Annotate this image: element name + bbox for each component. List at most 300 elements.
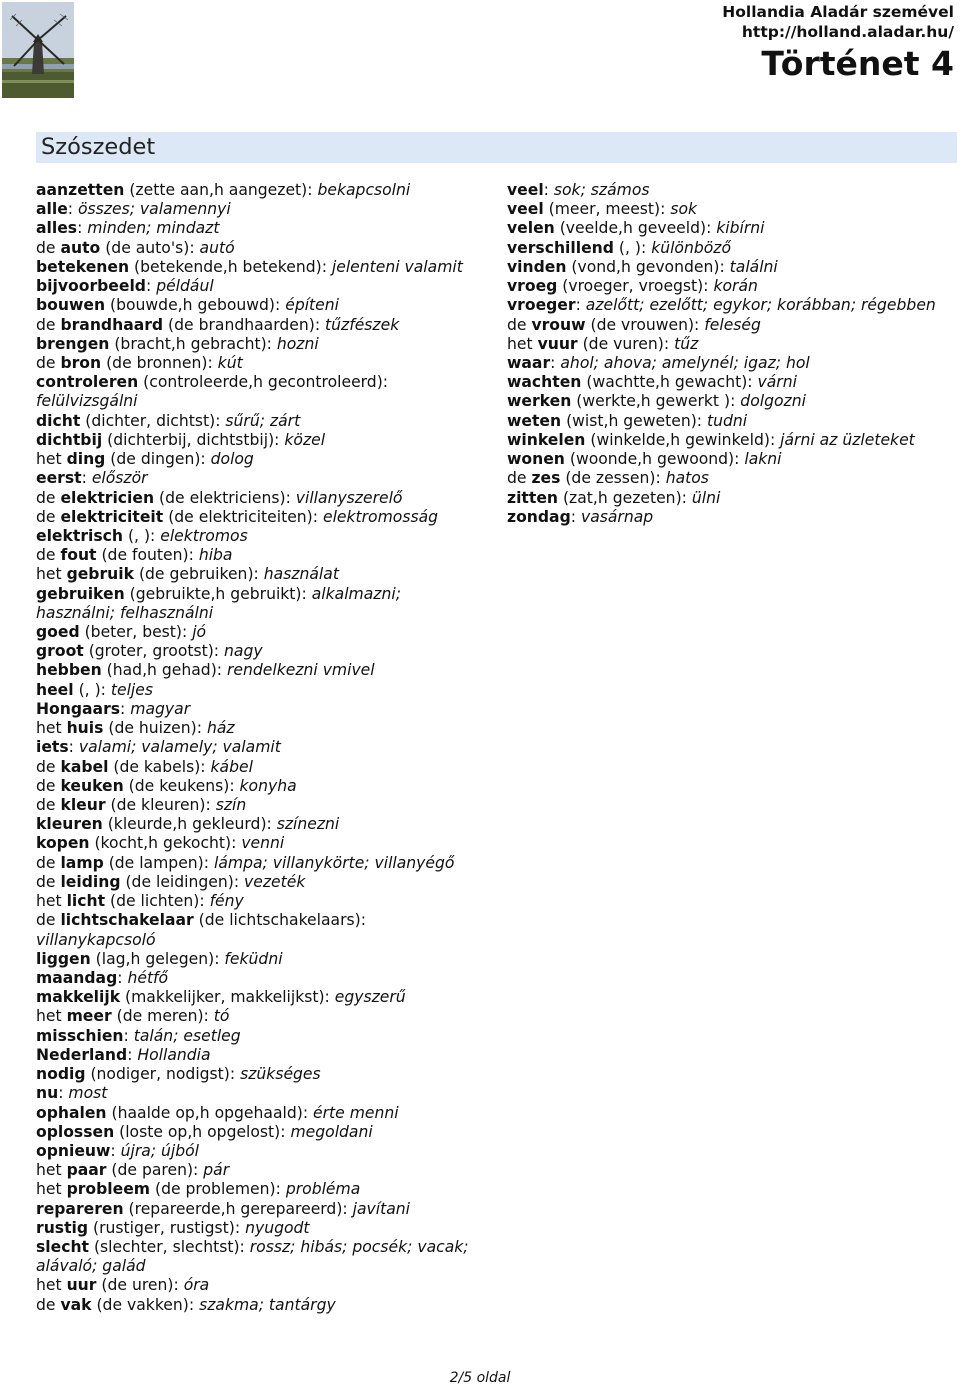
entry-article: de: [36, 911, 61, 930]
entry-forms: (vroeger, vroegst):: [557, 277, 714, 296]
vocabulary-entry: [507, 431, 947, 450]
entry-forms: (slechter, slechtst):: [89, 1238, 250, 1257]
entry-word: vrouw: [531, 315, 586, 334]
vocabulary-entry: [36, 719, 478, 738]
vocabulary-entry: [36, 469, 478, 488]
entry-meaning: talán; esetleg: [133, 1026, 241, 1045]
entry-meaning: bekapcsolni: [317, 181, 411, 199]
entry-forms: (nodiger, nodigst):: [85, 1065, 241, 1084]
entry-forms: (de vuren):: [577, 334, 675, 353]
vocabulary-entry: [36, 661, 478, 680]
entry-meaning: dolgozni: [740, 392, 806, 411]
vocabulary-entry: [507, 219, 947, 238]
entry-word: lichtschakelaar: [60, 911, 194, 930]
entry-article: de: [36, 238, 61, 257]
entry-article: de: [36, 488, 61, 507]
entry-meaning: színezni: [276, 815, 340, 834]
entry-word: waar: [507, 353, 551, 372]
entry-forms: (de vrouwen):: [585, 315, 705, 334]
vocabulary-entry: [36, 950, 478, 969]
vocabulary-column-left: [36, 181, 478, 1315]
entry-meaning: sok; számos: [553, 181, 650, 199]
entry-meaning: feküdni: [224, 949, 283, 968]
entry-word: vroeg: [507, 277, 558, 296]
entry-forms: (de zessen):: [560, 469, 666, 488]
vocabulary-entry: [36, 489, 478, 508]
entry-article: het: [36, 1161, 67, 1180]
vocabulary-entry: [36, 354, 478, 373]
entry-meaning: óra: [183, 1276, 210, 1295]
entry-word: wachten: [507, 373, 582, 392]
entry-forms: (, ):: [122, 526, 161, 545]
vocabulary-entry: [36, 834, 478, 853]
entry-forms: (wachtte,h gewacht):: [581, 373, 758, 392]
entry-forms: (dichterbij, dichtstbij):: [102, 430, 285, 449]
entry-meaning: lakni: [744, 450, 782, 469]
vocabulary-entry: [36, 316, 478, 335]
entry-meaning: hiba: [198, 546, 233, 565]
vocabulary-entry: [36, 1046, 478, 1065]
vocabulary-entry: [507, 181, 947, 200]
entry-meaning: összes; valamennyi: [78, 200, 231, 219]
vocabulary-entry: [36, 738, 478, 757]
entry-meaning: ház: [206, 719, 235, 738]
entry-forms: (de bronnen):: [101, 353, 218, 372]
entry-forms: (kleurde,h gekleurd):: [102, 815, 277, 834]
entry-meaning: feleség: [704, 315, 761, 334]
entry-meaning: ülni: [691, 488, 721, 507]
vocabulary-entry: [507, 296, 947, 315]
entry-meaning: közel: [284, 430, 326, 449]
entry-forms: (de fouten):: [96, 546, 199, 565]
entry-word: wonen: [507, 450, 565, 469]
entry-meaning: tó: [213, 1007, 230, 1026]
entry-word: vuur: [537, 334, 578, 353]
entry-meaning: villanykapcsoló: [36, 930, 156, 949]
entry-forms: :: [127, 1045, 138, 1064]
vocabulary-entry: [36, 412, 478, 431]
entry-word: maandag: [36, 968, 118, 987]
vocabulary-entry: [36, 1123, 478, 1142]
entry-meaning: korán: [713, 277, 758, 296]
entry-meaning: pár: [203, 1161, 230, 1180]
entry-meaning: tudni: [707, 411, 748, 430]
entry-word: gebruik: [66, 565, 134, 584]
entry-meaning: valami; valamely; valamit: [78, 738, 281, 757]
entry-forms: (betekende,h betekend):: [129, 257, 332, 276]
entry-word: elektrisch: [36, 526, 123, 545]
entry-forms: (lag,h gelegen):: [90, 949, 225, 968]
entry-meaning: járni az üzleteket: [780, 430, 915, 449]
windmill-icon: [2, 2, 74, 98]
entry-word: eerst: [36, 469, 82, 488]
entry-meaning: szín: [215, 796, 247, 814]
vocabulary-entry: [36, 296, 478, 315]
vocabulary-entry: [507, 258, 947, 277]
entry-word: hebben: [36, 661, 102, 680]
entry-article: de: [507, 469, 532, 488]
vocabulary-entry: [36, 1200, 478, 1219]
entry-word: kopen: [36, 834, 90, 853]
vocabulary-entry: [507, 489, 947, 508]
vocabulary-entry: [36, 988, 478, 1007]
entry-word: opnieuw: [36, 1141, 111, 1160]
entry-word: alles: [36, 219, 78, 238]
entry-meaning: építeni: [285, 296, 339, 315]
entry-forms: (meer, meest):: [543, 200, 671, 219]
vocabulary-entry: [507, 412, 947, 431]
vocabulary-entry: [36, 1238, 478, 1276]
entry-forms: (de lichtschakelaars):: [193, 911, 366, 930]
entry-meaning: magyar: [130, 699, 191, 718]
entry-word: kleur: [60, 796, 106, 814]
entry-meaning: kút: [217, 353, 243, 372]
entry-word: nu: [36, 1084, 59, 1103]
entry-word: dicht: [36, 411, 81, 430]
vocabulary-entry: [36, 450, 478, 469]
entry-word: iets: [36, 738, 69, 757]
entry-meaning: találni: [729, 257, 778, 276]
entry-meaning: konyha: [239, 776, 297, 795]
entry-word: veel: [507, 181, 544, 199]
entry-forms: (, ):: [73, 680, 111, 699]
entry-meaning: most: [68, 1084, 108, 1103]
entry-word: vroeger: [507, 296, 576, 315]
vocabulary-entry: [507, 450, 947, 469]
vocabulary-entry: [36, 585, 478, 623]
entry-forms: (de gebruiken):: [133, 565, 264, 584]
vocabulary-entry: [36, 623, 478, 642]
entry-word: keuken: [60, 776, 124, 795]
entry-forms: :: [550, 353, 561, 372]
entry-forms: (, ):: [613, 238, 652, 257]
entry-forms: (woonde,h gewoond):: [564, 450, 745, 469]
vocabulary-entry: [36, 335, 478, 354]
entry-word: dichtbij: [36, 430, 103, 449]
vocabulary-entry: [507, 508, 947, 527]
entry-word: verschillend: [507, 238, 614, 257]
entry-word: licht: [66, 892, 106, 911]
entry-word: aanzetten: [36, 181, 125, 199]
entry-word: kleuren: [36, 815, 103, 834]
windmill-logo: [2, 2, 74, 98]
vocabulary-entry: [36, 700, 478, 719]
entry-forms: (zette aan,h aangezet):: [124, 181, 318, 199]
vocabulary-entry: [36, 1219, 478, 1238]
entry-meaning: egyszerű: [334, 988, 406, 1007]
entry-word: bron: [60, 353, 102, 372]
entry-meaning: teljes: [110, 680, 153, 699]
entry-meaning: rendelkezni vmivel: [227, 661, 375, 680]
entry-word: betekenen: [36, 257, 130, 276]
entry-meaning: tűz: [674, 334, 699, 353]
entry-forms: (gebruikte,h gebruikt):: [124, 584, 312, 603]
entry-meaning: villanyszerelő: [295, 488, 403, 507]
vocabulary-entry: [36, 911, 478, 949]
entry-forms: (controleerde,h gecontroleerd):: [138, 373, 389, 392]
site-url[interactable]: http://holland.aladar.hu/: [741, 23, 954, 41]
entry-word: bijvoorbeeld: [36, 277, 146, 296]
vocabulary-entry: [36, 200, 478, 219]
vocabulary-entry: [36, 642, 478, 661]
vocabulary-entry: [507, 277, 947, 296]
vocabulary-entry: [507, 392, 947, 411]
entry-forms: (de uren):: [96, 1276, 184, 1295]
entry-article: de: [507, 315, 532, 334]
vocabulary-entry: [36, 1027, 478, 1046]
entry-word: probleem: [66, 1180, 151, 1199]
entry-forms: :: [81, 469, 92, 488]
entry-forms: :: [120, 699, 131, 718]
vocabulary-entry: [36, 431, 478, 450]
entry-forms: :: [67, 200, 79, 219]
entry-forms: (makkelijker, makkelijkst):: [120, 988, 335, 1007]
entry-word: goed: [36, 623, 80, 642]
entry-meaning: venni: [241, 834, 285, 853]
entry-meaning: jelenteni valamit: [331, 257, 463, 276]
entry-word: winkelen: [507, 430, 586, 449]
entry-meaning: például: [156, 277, 214, 296]
entry-meaning: minden; mindazt: [87, 219, 220, 238]
entry-word: auto: [60, 238, 101, 257]
vocabulary-entry: [36, 239, 478, 258]
vocabulary-entry: [36, 796, 478, 815]
entry-meaning: hétfő: [127, 968, 169, 987]
entry-forms: :: [117, 968, 128, 987]
entry-meaning: kábel: [210, 757, 253, 776]
entry-meaning: elektromos: [160, 526, 248, 545]
entry-word: controleren: [36, 373, 139, 392]
entry-word: zes: [531, 469, 561, 488]
vocabulary-column-right: [507, 181, 947, 527]
entry-article: het: [36, 1276, 67, 1295]
entry-article: het: [36, 1180, 67, 1199]
vocabulary-entry: [36, 546, 478, 565]
entry-word: nodig: [36, 1065, 86, 1084]
vocabulary-entry: [507, 354, 947, 373]
entry-forms: (dichter, dichtst):: [80, 411, 226, 430]
entry-word: gebruiken: [36, 584, 125, 603]
entry-word: makkelijk: [36, 988, 121, 1007]
vocabulary-entry: [36, 854, 478, 873]
entry-meaning: nagy: [224, 642, 263, 661]
entry-meaning: alkalmazni; használni; felhasználni: [36, 584, 401, 622]
entry-word: misschien: [36, 1026, 124, 1045]
entry-forms: (groter, grootst):: [83, 642, 225, 661]
entry-word: repareren: [36, 1199, 124, 1218]
entry-meaning: ahol; ahova; amelynél; igaz; hol: [560, 353, 810, 372]
entry-meaning: jó: [192, 623, 207, 642]
entry-forms: (bracht,h gebracht):: [109, 334, 277, 353]
entry-word: groot: [36, 642, 84, 661]
entry-forms: (de keukens):: [123, 776, 240, 795]
entry-word: vak: [60, 1295, 92, 1314]
entry-forms: (loste op,h opgelost):: [114, 1122, 291, 1141]
entry-word: alle: [36, 200, 68, 219]
entry-forms: (de vakken):: [91, 1295, 200, 1314]
site-title: Hollandia Aladár szemével: [722, 3, 954, 21]
entry-word: paar: [66, 1161, 107, 1180]
entry-forms: (bouwde,h gebouwd):: [105, 296, 286, 315]
entry-article: de: [36, 853, 61, 872]
entry-word: velen: [507, 219, 555, 238]
entry-forms: (de lampen):: [103, 853, 214, 872]
entry-meaning: tűzfészek: [325, 315, 400, 334]
vocabulary-entry: [36, 892, 478, 911]
entry-meaning: hatos: [665, 469, 709, 488]
entry-meaning: kibírni: [716, 219, 765, 238]
entry-forms: :: [77, 219, 88, 238]
vocabulary-entry: [507, 200, 947, 219]
vocabulary-entry: [36, 1084, 478, 1103]
vocabulary-entry: [36, 527, 478, 546]
vocabulary-entry: [36, 565, 478, 584]
entry-meaning: megoldani: [290, 1122, 373, 1141]
vocabulary-entry: [36, 873, 478, 892]
entry-article: het: [36, 1007, 67, 1026]
entry-forms: (beter, best):: [79, 623, 193, 642]
entry-forms: (repareerde,h gerepareerd):: [123, 1199, 353, 1218]
vocabulary-entry: [507, 239, 947, 258]
entry-article: het: [507, 334, 538, 353]
entry-word: elektriciteit: [60, 507, 164, 526]
entry-forms: (werkte,h gewerkt ):: [571, 392, 741, 411]
entry-forms: (de problemen):: [150, 1180, 286, 1199]
vocabulary-entry: [36, 277, 478, 296]
entry-word: brengen: [36, 334, 110, 353]
entry-meaning: elektromosság: [322, 507, 439, 526]
entry-forms: (de meren):: [111, 1007, 214, 1026]
vocabulary-entry: [507, 469, 947, 488]
entry-forms: (de paren):: [106, 1161, 204, 1180]
entry-forms: (zat,h gezeten):: [558, 488, 692, 507]
entry-forms: (de huizen):: [103, 719, 207, 738]
entry-article: de: [36, 353, 61, 372]
entry-forms: (de kabels):: [108, 757, 211, 776]
entry-article: het: [36, 719, 67, 738]
entry-meaning: fény: [209, 892, 244, 911]
entry-word: ding: [66, 450, 106, 469]
vocabulary-entry: [36, 1296, 478, 1315]
entry-forms: (de leidingen):: [120, 872, 245, 891]
entry-word: bouwen: [36, 296, 106, 315]
entry-article: het: [36, 892, 67, 911]
entry-article: de: [36, 507, 61, 526]
entry-word: brandhaard: [60, 315, 164, 334]
entry-word: Hongaars: [36, 699, 121, 718]
entry-word: rustig: [36, 1218, 89, 1237]
vocabulary-entry: [507, 373, 947, 392]
section-header: [36, 132, 957, 163]
entry-article: de: [36, 796, 61, 814]
entry-meaning: lámpa; villanykörte; villanyégő: [213, 853, 455, 872]
entry-article: de: [36, 776, 61, 795]
entry-word: huis: [66, 719, 104, 738]
entry-word: veel: [507, 200, 544, 219]
entry-article: de: [36, 315, 61, 334]
page-number: 2/5 oldal: [449, 1370, 511, 1386]
entry-meaning: javítani: [352, 1199, 410, 1218]
section-title: Szószedet: [41, 134, 156, 160]
entry-forms: :: [570, 507, 581, 526]
entry-meaning: Hollandia: [137, 1045, 211, 1064]
vocabulary-entry: [36, 777, 478, 796]
entry-article: de: [36, 757, 61, 776]
entry-forms: (wist,h geweten):: [561, 411, 708, 430]
vocabulary-entry: [36, 219, 478, 238]
entry-meaning: használat: [263, 565, 339, 584]
entry-meaning: először: [91, 469, 148, 488]
vocabulary-entry: [36, 1161, 478, 1180]
entry-word: werken: [507, 392, 572, 411]
vocabulary-entry: [36, 1007, 478, 1026]
entry-forms: (had,h gehad):: [101, 661, 227, 680]
entry-forms: :: [110, 1141, 121, 1160]
entry-word: elektricien: [60, 488, 155, 507]
entry-forms: (winkelde,h gewinkeld):: [585, 430, 781, 449]
entry-article: de: [36, 546, 61, 565]
entry-meaning: különböző: [651, 238, 732, 257]
entry-word: leiding: [60, 872, 121, 891]
vocabulary-entry: [36, 681, 478, 700]
entry-word: lamp: [60, 853, 104, 872]
entry-word: Nederland: [36, 1045, 128, 1064]
entry-forms: (de brandhaarden):: [163, 315, 326, 334]
vocabulary-entry: [36, 1104, 478, 1123]
vocabulary-entry: [36, 1180, 478, 1199]
vocabulary-entry: [36, 969, 478, 988]
entry-forms: (de kleuren):: [105, 796, 216, 814]
entry-word: liggen: [36, 949, 91, 968]
entry-forms: (de lichten):: [105, 892, 210, 911]
entry-article: het: [36, 450, 67, 469]
vocabulary-entry: [36, 1142, 478, 1161]
entry-meaning: probléma: [285, 1180, 361, 1199]
entry-meaning: nyugodt: [245, 1218, 310, 1237]
entry-word: fout: [60, 546, 97, 565]
entry-forms: (de elektriciteiten):: [163, 507, 323, 526]
entry-article: de: [36, 1295, 61, 1314]
entry-forms: :: [123, 1026, 134, 1045]
entry-meaning: dolog: [210, 450, 254, 469]
entry-word: weten: [507, 411, 562, 430]
page-header: [722, 2, 954, 85]
entry-forms: :: [58, 1084, 69, 1103]
entry-meaning: vasárnap: [580, 507, 654, 526]
entry-meaning: rossz; hibás; pocsék; vacak; alávaló; galád: [36, 1238, 469, 1276]
entry-word: zitten: [507, 488, 559, 507]
entry-meaning: vezeték: [244, 872, 306, 891]
vocabulary-entry: [36, 1276, 478, 1295]
entry-meaning: sok: [670, 200, 698, 219]
entry-word: meer: [66, 1007, 112, 1026]
entry-word: uur: [66, 1276, 97, 1295]
entry-article: de: [36, 872, 61, 891]
vocabulary-entry: [36, 1065, 478, 1084]
entry-forms: :: [145, 277, 157, 296]
entry-forms: (haalde op,h opgehaald):: [106, 1103, 314, 1122]
entry-meaning: hozni: [276, 334, 319, 353]
entry-word: zondag: [507, 507, 571, 526]
entry-article: het: [36, 565, 67, 584]
vocabulary-entry: [36, 815, 478, 834]
entry-forms: (kocht,h gekocht):: [89, 834, 242, 853]
vocabulary-entry: [507, 335, 947, 354]
entry-forms: (de dingen):: [105, 450, 211, 469]
entry-meaning: sűrű; zárt: [225, 411, 301, 430]
entry-forms: :: [575, 296, 586, 315]
entry-word: ophalen: [36, 1103, 107, 1122]
